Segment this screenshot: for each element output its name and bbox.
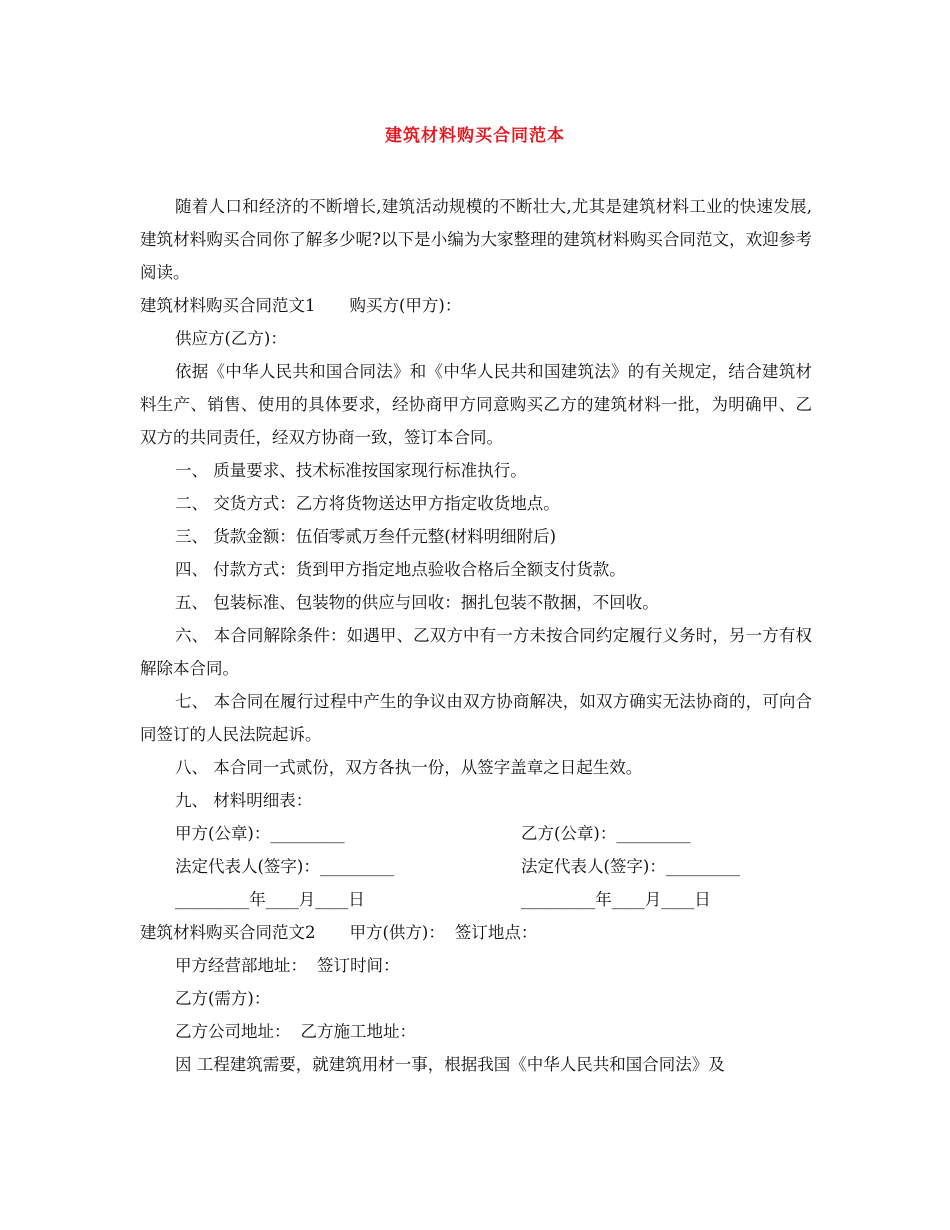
- party-b-seal: 乙方(公章)：_________: [521, 824, 691, 843]
- document-body: [140, 190, 812, 1081]
- clause-8: 八、 本合同一式贰份，双方各执一份，从签字盖章之日起生效。: [175, 758, 643, 777]
- signature-rep-row: [140, 850, 812, 883]
- clause-6: 六、 本合同解除条件：如遇甲、乙双方中有一方未按合同约定履行义务时，另一方有权解除本合同。: [140, 626, 812, 678]
- party-b-address-label: 乙方公司地址：: [175, 1022, 291, 1041]
- signature-date-row: [140, 883, 812, 916]
- sample2-heading-line: [140, 916, 812, 949]
- buyer-label: 购买方(甲方)：: [349, 296, 462, 315]
- clause-1: 一、 质量要求、技术标准按国家现行标准执行。: [175, 461, 527, 480]
- clause-9: 九、 材料明细表：: [175, 791, 313, 810]
- clause-3: 三、 货款金额：伍佰零贰万叁仟元整(材料明细附后): [175, 527, 557, 546]
- party-a-supplier-label: 甲方(供方)：: [349, 923, 445, 942]
- party-a-representative: 法定代表人(签字)：_________: [175, 857, 395, 876]
- clause-7: 七、 本合同在履行过程中产生的争议由双方协商解决，如双方确实无法协商的，可向合同签订的人民法院起诉。: [140, 692, 812, 744]
- supplier-label: 供应方(乙方)：: [175, 329, 287, 348]
- sample2-opening-paragraph: 因 工程建筑需要，就建筑用材一事，根据我国《中华人民共和国合同法》及: [175, 1055, 725, 1074]
- intro-paragraph: 随着人口和经济的不断增长,建筑活动规模的不断壮大,尤其是建筑材料工业的快速发展,建筑材料购买合同你了解多少呢?以下是小编为大家整理的建筑材料购买合同范文，欢迎参考阅读。: [140, 197, 812, 282]
- party-b-date: _________年____月____日: [521, 890, 711, 909]
- party-a-address-label: 甲方经营部地址：: [175, 956, 307, 975]
- party-b-address-line: [140, 1015, 812, 1048]
- sample1-heading: 建筑材料购买合同范文1: [140, 296, 316, 315]
- sign-place-label: 签订地点：: [454, 923, 538, 942]
- signature-seal-row: [140, 817, 812, 850]
- party-b-demand-label: 乙方(需方)：: [175, 989, 271, 1008]
- sample2-heading: 建筑材料购买合同范文2: [140, 923, 316, 942]
- party-a-date: _________年____月____日: [175, 890, 365, 909]
- clause-5: 五、 包装标准、包装物的供应与回收：捆扎包装不散捆，不回收。: [175, 593, 659, 612]
- document-title: 建筑材料购买合同范本: [385, 126, 565, 146]
- party-b-representative: 法定代表人(签字)：_________: [521, 857, 741, 876]
- party-a-seal: 甲方(公章)：_________: [175, 824, 345, 843]
- preamble-paragraph: 依据《中华人民共和国合同法》和《中华人民共和国建筑法》的有关规定，结合建筑材料生产、销售、使用的具体要求，经协商甲方同意购买乙方的建筑材料一批，为明确甲、乙双方的共同责任，经双方协商一致，签订本合同。: [140, 362, 812, 447]
- sign-time-label: 签订时间：: [317, 956, 400, 975]
- construction-address-label: 乙方施工地址：: [300, 1022, 416, 1041]
- clause-4: 四、 付款方式：货到甲方指定地点验收合格后全额支付货款。: [175, 560, 626, 579]
- party-a-address-line: [140, 949, 812, 982]
- sample1-heading-line: [140, 289, 812, 322]
- clause-2: 二、 交货方式：乙方将货物送达甲方指定收货地点。: [175, 494, 560, 513]
